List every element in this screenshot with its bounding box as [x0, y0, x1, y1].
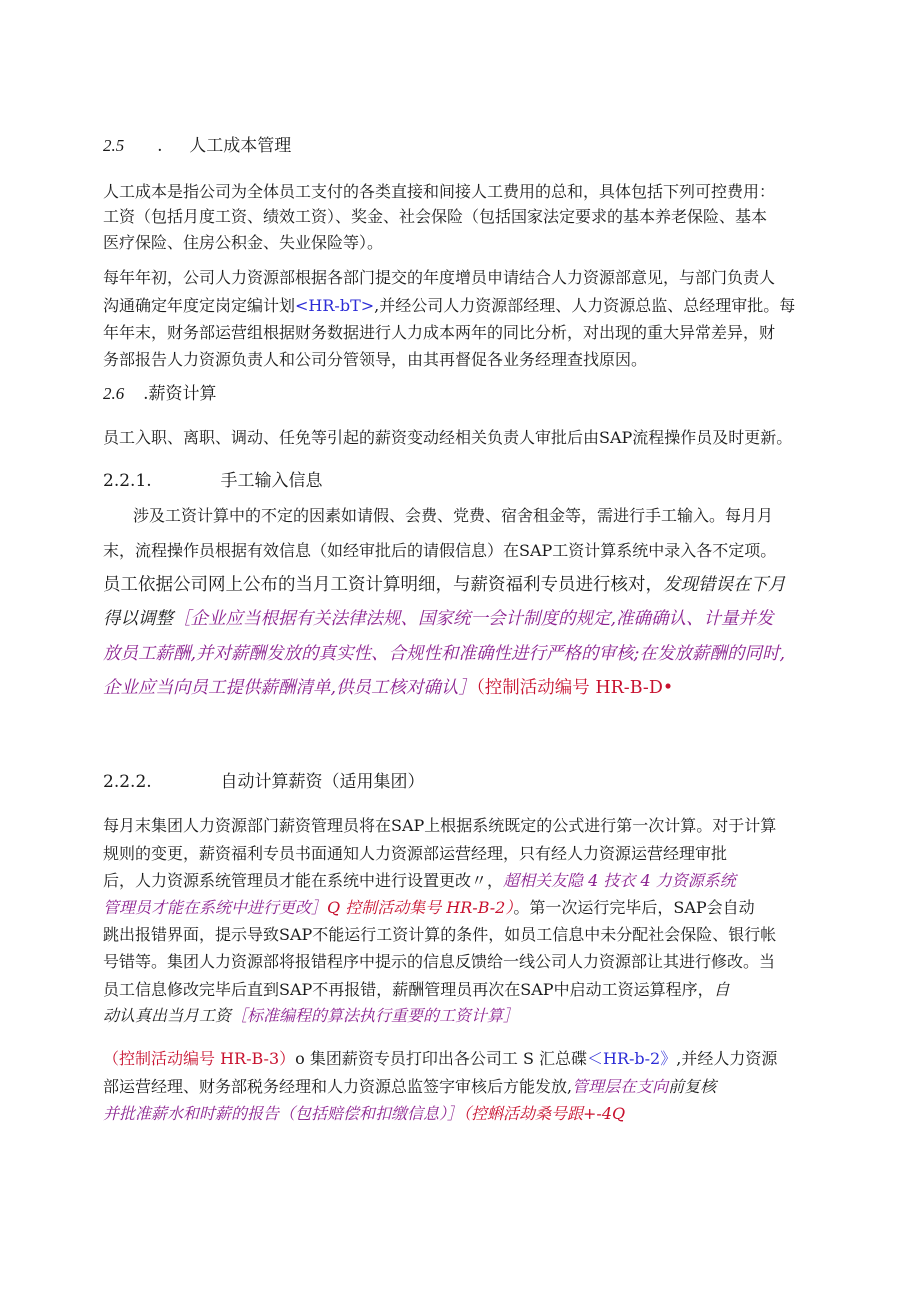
text-run: 员工信息修改完毕后直到SAP不再报错，薪酬管理员再次在SAP中启动工资运算程序，	[103, 980, 714, 999]
paragraph-line: 年年末，财务部运营组根据财务数据进行人力成本两年的同比分析，对出现的重大异常差异，财	[103, 323, 776, 342]
paragraph-line	[103, 1077, 823, 1097]
paragraph-line: 工资（包括月度工资、绩效工资）、奖金、社会保险（包括国家法定要求的基本养老保险、基本	[103, 207, 768, 226]
paragraph-line: 跳出报错界面，提示导致SAP不能运行工资计算的条件，如员工信息中未分配社会保险、银行帐	[103, 925, 777, 944]
italic-run: 动认真出当月工资	[103, 1006, 232, 1025]
text-run: ,并经公司人力资源部经理、人力资源总监、总经理审批。每	[374, 296, 796, 315]
annotation-run: ［标准编程的算法执行重要的工资计算］	[231, 1006, 520, 1025]
paragraph-line: 末，流程操作员根据有效信息（如经审批后的请假信息）在SAP工资计算系统中录入各不定项。	[103, 541, 777, 560]
section-title: .薪资计算	[143, 384, 217, 404]
paragraph-line: 医疗保险、住房公积金、失业保险等）。	[103, 233, 384, 252]
control-code: （控制活动编号 HR-B-D•	[476, 678, 674, 698]
text-run: 。第一次运行完毕后，SAP会自动	[513, 898, 755, 917]
italic-run: 发现错误在下月	[663, 575, 786, 595]
control-code: （控制活动编号 HR-B-3）	[103, 1049, 296, 1068]
paragraph-line: 涉及工资计算中的不定的因素如请假、会费、党费、宿舍租金等，需进行手工输入。每月月	[133, 506, 774, 525]
annotation-run: 管理层在支向	[572, 1077, 669, 1096]
annotation-run: ［企业应当根据有关法律法规、国家统一会计制度的规定,准确确认、计量并发	[173, 609, 774, 629]
paragraph-line: 规则的变更，薪资福利专员书面通知人力资源部运营经理，只有经人力资源运营经理审批	[103, 844, 728, 863]
section-heading-2-5	[103, 136, 823, 156]
control-ref: ＜HR-b-2》	[587, 1049, 677, 1068]
annotation-run: 超相关友隐 4 技衣 4 力资源系统	[503, 871, 736, 890]
section-heading-2-2-2	[103, 772, 823, 792]
text-run: 沟通确定年度定岗定编计划	[103, 296, 296, 315]
section-title: 人工成本管理	[189, 136, 292, 156]
annotation-run: 企业应当向员工提供薪酬清单,供员工核对确认］	[103, 678, 477, 698]
paragraph-line: 每年年初，公司人力资源部根据各部门提交的年度增员申请结合人力资源部意见，与部门负责人	[103, 268, 776, 287]
paragraph-line	[103, 898, 823, 918]
italic-run: 前复核	[668, 1077, 717, 1096]
paragraph-line	[103, 609, 823, 629]
section-heading-2-6	[103, 384, 823, 404]
annotation-run: 并批准薪水和时薪的报告（包括赔偿和扣缴信息）］	[103, 1104, 464, 1123]
paragraph-line: 务部报告人力资源负责人和公司分管领导，由其再督促各业务经理查找原因。	[103, 350, 648, 369]
text-run: 员工依据公司网上公布的当月工资计算明细，与薪资福利专员进行核对，	[103, 575, 663, 595]
paragraph-line	[103, 575, 823, 595]
paragraph-line	[103, 980, 823, 1000]
text-run: ,并经人力资源	[676, 1049, 778, 1068]
section-number: 2.2.2.	[103, 772, 152, 792]
section-title: 手工输入信息	[220, 471, 323, 491]
section-number: 2.5	[103, 136, 125, 155]
paragraph-line	[103, 1006, 823, 1026]
annotation-line: 放员工薪酬,并对薪酬发放的真实性、合规性和准确性进行严格的审核;在发放薪酬的同时,	[103, 644, 786, 664]
control-ref: <HR-bT>	[295, 296, 375, 315]
text-run: 部运营经理、财务部税务经理和人力资源总监签字审核后方能发放,	[103, 1077, 573, 1096]
text-run: 后，人力资源系统管理员才能在系统中进行设置更改〃，	[103, 871, 504, 890]
section-number: 2.2.1.	[103, 471, 152, 491]
paragraph-line	[103, 1049, 823, 1069]
control-code: （控蝌活劫桑号跟+-4Q	[463, 1104, 626, 1123]
paragraph-line	[103, 1104, 823, 1124]
paragraph-line: 员工入职、离职、调动、任免等引起的薪资变动经相关负责人审批后由SAP流程操作员及时更新。	[103, 428, 793, 447]
paragraph-line: 每月末集团人力资源部门薪资管理员将在SAP上根据系统既定的公式进行第一次计算。对于计算	[103, 816, 777, 835]
paragraph-line: 号错等。集团人力资源部将报错程序中提示的信息反馈给一线公司人力资源部让其进行修改。当	[103, 952, 776, 971]
section-title: 自动计算薪资（适用集团）	[220, 772, 425, 792]
italic-run: 自	[713, 980, 730, 999]
paragraph-line	[103, 678, 823, 698]
paragraph-line	[103, 871, 823, 891]
control-code: Q 控制活动集号 HR-B-2）	[327, 898, 514, 917]
annotation-run: 管理员才能在系统中进行更改］	[103, 898, 328, 917]
paragraph-line: 人工成本是指公司为全体员工支付的各类直接和间接人工费用的总和，具体包括下列可控费用：	[103, 182, 776, 201]
paragraph-line	[103, 296, 823, 316]
section-heading-2-2-1	[103, 471, 823, 491]
section-number: 2.6	[103, 384, 125, 403]
text-run: o 集团薪资专员打印出各公司工 S 汇总碟	[295, 1049, 587, 1068]
italic-run: 得以调整	[103, 609, 173, 629]
section-dot: .	[157, 136, 163, 156]
